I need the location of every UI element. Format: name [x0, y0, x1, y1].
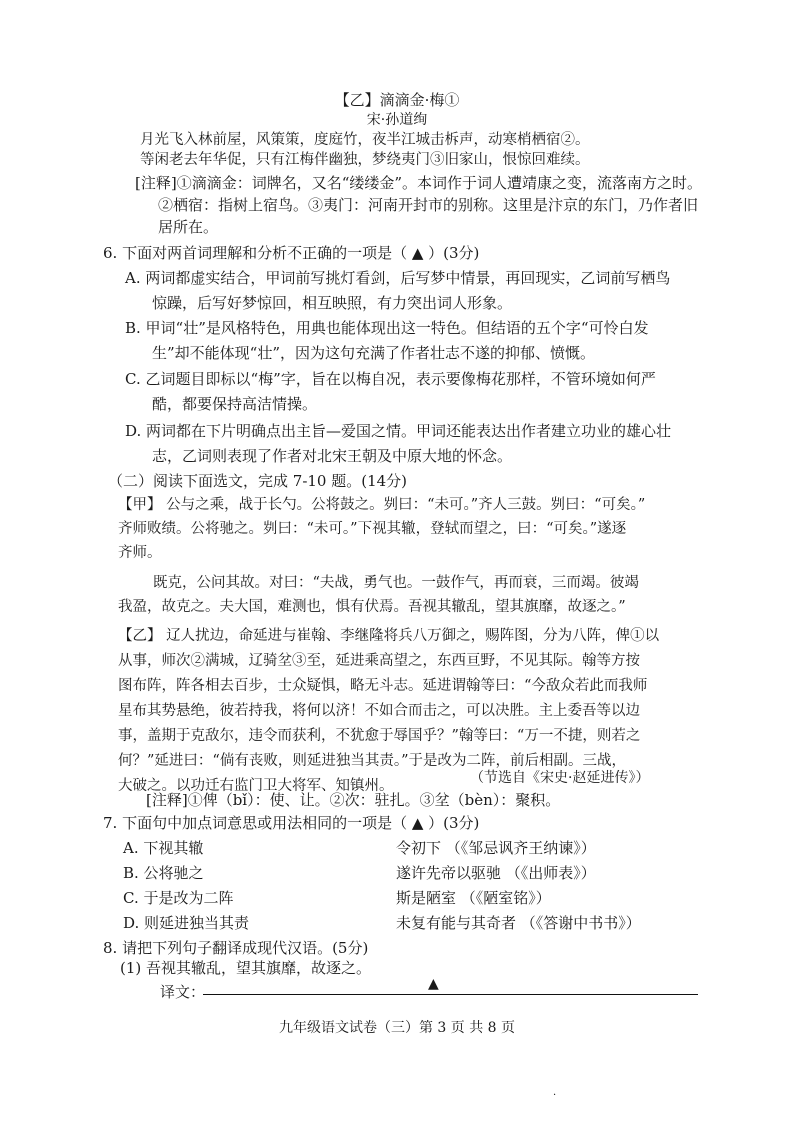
- option-d-line: 志，乙词则表现了作者对北宋王朝及中原大地的怀念。: [152, 447, 513, 465]
- question-8-stem-line: 8. 请把下列句子翻译成现代汉语。(5分): [103, 939, 369, 957]
- answer-marker-triangle: ▲: [428, 976, 439, 992]
- note-line: 居所在。: [158, 218, 219, 236]
- passage-yi-line: 图布阵，阵各相去百步，士众疑惧，略无斗志。延进谓翰等曰：“今敌众若此而我师: [118, 678, 648, 694]
- q7-option-c-right: 斯是陋室 （《陋室铭》）: [396, 889, 551, 907]
- q7-option-b-right: 遂许先帝以驱驰 （《出师表》）: [396, 864, 596, 882]
- passage-jia-line: 齐师败绩。公将驰之。刿曰：“未可。”下视其辙，登轼而望之，曰：“可矣。”遂逐: [118, 521, 627, 537]
- q8-answer-label: 译文：: [160, 983, 206, 1001]
- q7-option-d-right: 未复有能与其奇者 （《答谢中书书》）: [396, 914, 641, 932]
- option-b-line: 生”却不能体现“壮”，因为这句充满了作者壮志不遂的抑郁、愤慨。: [152, 344, 596, 362]
- poem-line: 月光飞入林前屋，风策策，度庭竹，夜半江城击柝声，动寒梢栖宿②。: [140, 132, 590, 148]
- passage-yi-line: 从事，师次②满城，辽骑坌③至，延进乘高望之，东西亘野，不见其际。翰等方按: [118, 653, 640, 669]
- q8-item-1: (1) 吾视其辙乱，望其旗靡，故逐之。: [120, 959, 372, 977]
- q7-option-c-left: C. 于是改为二阵: [123, 889, 234, 907]
- poem-title: 【乙】滴滴金·梅①: [334, 91, 460, 109]
- section-heading: （二）阅读下面选文，完成 7-10 题。(14分): [108, 472, 408, 490]
- source-citation: （节选自《宋史·赵延进传》）: [470, 770, 650, 786]
- option-b-line: B. 甲词“壮”是风格特色，用典也能体现出这一特色。但结语的五个字“可怜白发: [125, 319, 649, 337]
- option-c-line: C. 乙词题目即标以“梅”字，旨在以梅自况，表示要像梅花那样，不管环境如何严: [125, 370, 656, 388]
- note-line: [注释]①滴滴金：词牌名，又名“缕缕金”。本词作于词人遭靖康之变，流落南方之时。: [135, 174, 703, 192]
- option-a-line: 惊躁，后写好梦惊回，相互映照，有力突出词人形象。: [152, 294, 513, 312]
- passage-yi-line: 星布其势悬绝，彼若持我，将何以济！不如合而击之，可以决胜。主上委吾等以边: [118, 703, 640, 719]
- passage-jia-line: 既克，公问其故。对曰：“夫战，勇气也。一鼓作气，再而衰，三而竭。彼竭: [153, 575, 639, 591]
- option-c-line: 酷，都要保持高洁情操。: [152, 395, 318, 413]
- question-6-stem: 6. 下面对两首词理解和分析不正确的一项是（ ▲ ）(3分): [103, 244, 480, 262]
- poem-line: 等闲老去年华促，只有江梅伴幽独，梦绕夷门③旧家山，恨惊回难续。: [140, 152, 590, 168]
- poem-author: 宋·孙道绚: [366, 112, 428, 128]
- passage-jia-line: 我盈，故克之。夫大国，难测也，惧有伏焉。吾视其辙乱，望其旗靡，故逐之。”: [118, 599, 626, 615]
- passage-yi-line: 事，盖期于克敌尔，违令而获利，不犹愈于辱国乎？”翰等曰：“万一不捷，则若之: [118, 728, 641, 744]
- passage-yi-line: 何？”延进曰：“倘有丧败，则延进独当其责。”于是改为二阵，前后相副。三战，: [118, 753, 626, 769]
- q7-option-d-left: D. 则延进独当其责: [123, 914, 250, 932]
- q7-option-a-left: A. 下视其辙: [123, 839, 204, 857]
- passage-jia-line: 齐师。: [118, 545, 162, 561]
- q7-option-a-right: 令初下 （《邹忌讽齐王纳谏》）: [396, 839, 596, 857]
- passage-jia-line: 【甲】 公与之乘，战于长勺。公将鼓之。刿曰：“未可。”齐人三鼓。刿曰：“可矣。”: [118, 497, 646, 513]
- question-7-stem: 7. 下面句中加点词意思或用法相同的一项是（ ▲ ）(3分): [103, 814, 480, 832]
- option-a-line: A. 两词都虚实结合，甲词前写挑灯看剑，后写梦中情景，再回现实，乙词前写栖鸟: [125, 269, 671, 287]
- page-footer: 九年级语文试卷（三）第 3 页 共 8 页: [278, 1020, 516, 1036]
- passage-yi-line: 大破之。以功迁右监门卫大将军、知镇州。: [118, 778, 394, 794]
- passage-notes: [注释]①俾（bǐ）：使、让。②次：驻扎。③坌（bèn）：聚积。: [146, 791, 561, 809]
- note-line: ②栖宿：指树上宿鸟。③夷门：河南开封市的别称。这里是汴京的东门，乃作者旧: [158, 196, 699, 214]
- passage-yi-line: 【乙】 辽人扰边，命延进与崔翰、李继隆将兵八万御之，赐阵图，分为八阵，俾①以: [118, 628, 660, 644]
- option-d-line: D. 两词都在下片明确点出主旨—爱国之情。甲词还能表达出作者建立功业的雄心壮: [125, 422, 672, 440]
- q7-option-b-left: B. 公将驰之: [123, 864, 204, 882]
- stray-mark: ·: [553, 1090, 557, 1101]
